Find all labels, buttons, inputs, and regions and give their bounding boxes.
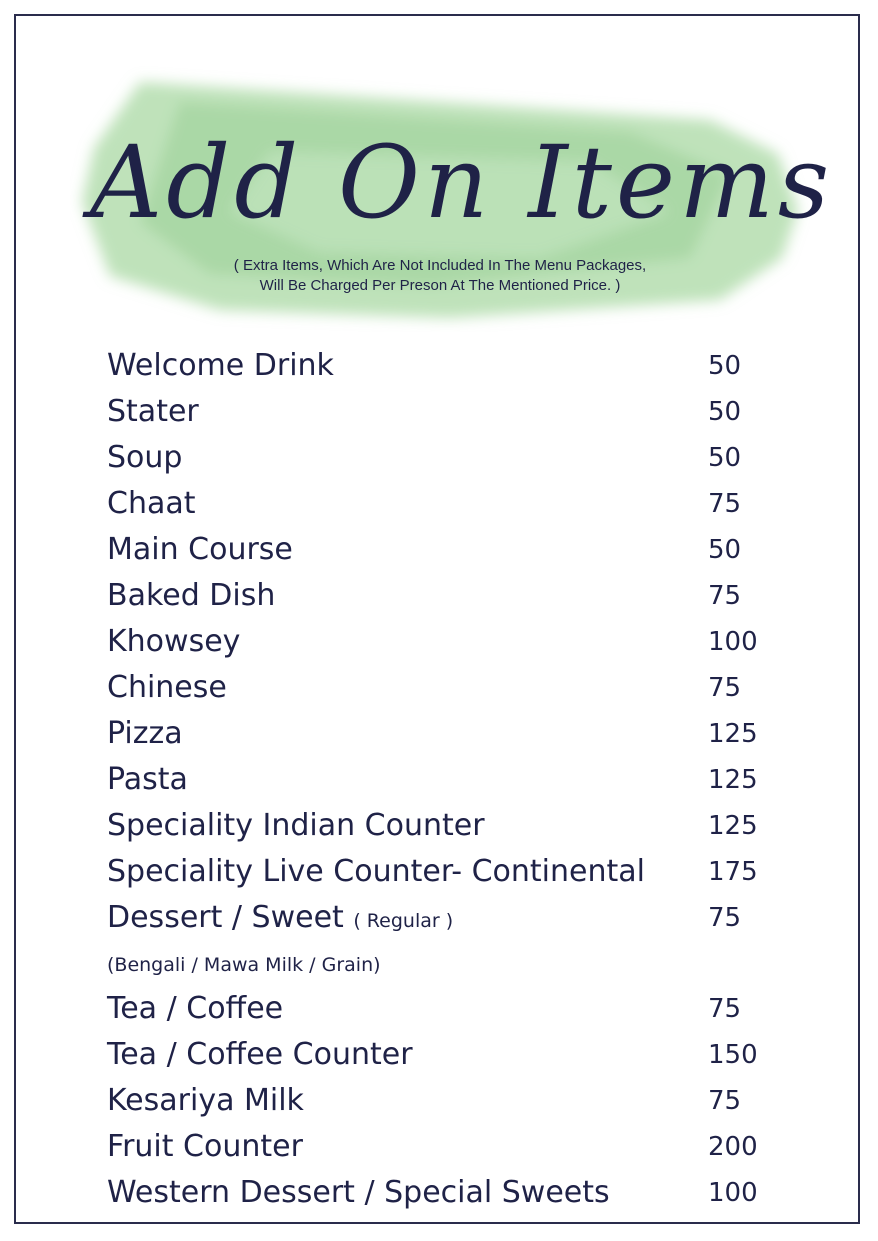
item-name: Western Dessert / Special Sweets [107, 1175, 610, 1210]
item-price: 50 [708, 443, 742, 473]
pricing-note-line-2: Will Be Charged Per Preson At The Mentioned Price. ) [259, 277, 621, 294]
item-price: 150 [708, 1040, 758, 1070]
item-name-with-qualifier [107, 895, 453, 944]
item-name: Welcome Drink [107, 348, 334, 383]
item-price: 75 [708, 581, 742, 611]
item-name: Khowsey [107, 624, 241, 659]
menu-row-pasta [107, 757, 807, 803]
item-name: Dessert / Sweet [107, 900, 344, 935]
menu-row-fruit-counter [107, 1124, 807, 1170]
menu-list [107, 343, 807, 1216]
menu-row-khowsey [107, 619, 807, 665]
item-price: 125 [708, 811, 758, 841]
item-name: Pizza [107, 716, 183, 751]
menu-row-stater [107, 389, 807, 435]
item-name: Pasta [107, 762, 188, 797]
menu-row-speciality-indian-counter [107, 803, 807, 849]
item-name: Speciality Live Counter- Continental [107, 854, 645, 889]
item-price: 100 [708, 627, 758, 657]
menu-row-chaat [107, 481, 807, 527]
menu-row-speciality-live-counter [107, 849, 807, 895]
item-name: Soup [107, 440, 183, 475]
menu-row-dessert-note [107, 941, 807, 986]
item-name: Fruit Counter [107, 1129, 303, 1164]
menu-row-pizza [107, 711, 807, 757]
item-price: 175 [708, 857, 758, 887]
pricing-note [90, 256, 790, 296]
item-name: Tea / Coffee Counter [107, 1037, 413, 1072]
item-price: 50 [708, 397, 742, 427]
page-title: Add On Items [90, 124, 834, 241]
item-name: Kesariya Milk [107, 1083, 304, 1118]
menu-row-chinese [107, 665, 807, 711]
item-price: 75 [708, 994, 742, 1024]
dessert-note: (Bengali / Mawa Milk / Grain) [107, 954, 381, 976]
menu-row-welcome-drink [107, 343, 807, 389]
menu-row-dessert-sweet [107, 895, 807, 941]
menu-row-western-dessert [107, 1170, 807, 1216]
item-name: Tea / Coffee [107, 991, 284, 1026]
menu-row-main-course [107, 527, 807, 573]
item-name: Chaat [107, 486, 196, 521]
menu-row-tea-coffee [107, 986, 807, 1032]
item-price: 50 [708, 351, 742, 381]
item-name: Main Course [107, 532, 293, 567]
menu-row-soup [107, 435, 807, 481]
item-price: 125 [708, 719, 758, 749]
menu-row-kesariya-milk [107, 1078, 807, 1124]
pricing-note-line-1: ( Extra Items, Which Are Not Included In The Menu Packages, [233, 257, 647, 274]
item-price: 75 [708, 1086, 742, 1116]
item-name: Chinese [107, 670, 227, 705]
item-price: 75 [708, 489, 742, 519]
item-name: Speciality Indian Counter [107, 808, 485, 843]
item-name: Stater [107, 394, 199, 429]
item-price: 125 [708, 765, 758, 795]
menu-row-tea-coffee-counter [107, 1032, 807, 1078]
item-price: 50 [708, 535, 742, 565]
item-price: 75 [708, 673, 742, 703]
item-price: 75 [708, 903, 742, 933]
item-price: 200 [708, 1132, 758, 1162]
item-name: Baked Dish [107, 578, 276, 613]
menu-row-baked-dish [107, 573, 807, 619]
item-price: 100 [708, 1178, 758, 1208]
item-qualifier: ( Regular ) [353, 910, 454, 932]
